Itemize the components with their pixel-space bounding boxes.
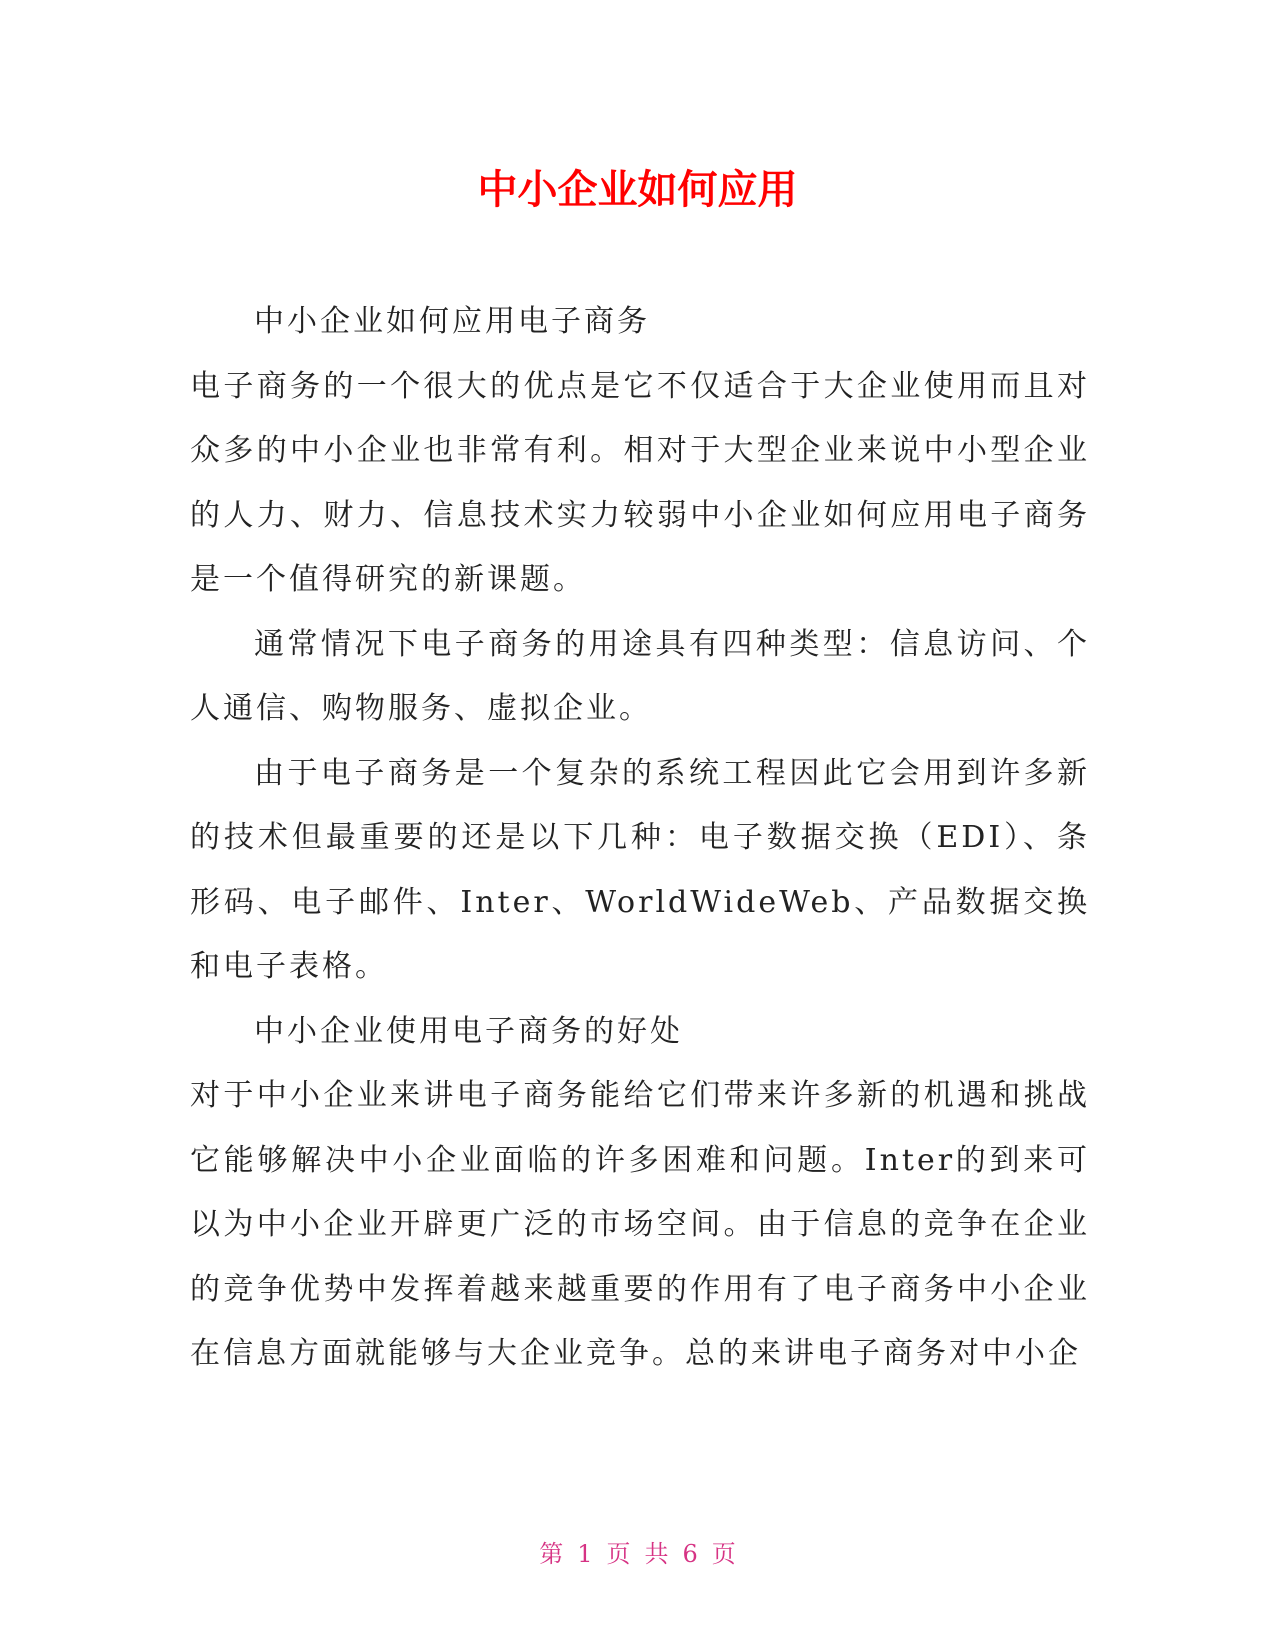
paragraph-subheading: 中小企业如何应用电子商务 [254,304,650,339]
paragraph: 电子商务的一个很大的优点是它不仅适合于大企业使用而且对众多的中小企业也非常有利。相对于大型企业来说中小型企业的人力、财力、信息技术实力较弱中小企业如何应用电子商务是一个值得研究的新课题。 [190,368,1090,597]
footer-prefix: 第 [539,1540,564,1568]
paragraph-subheading: 中小企业使用电子商务的好处 [254,1013,683,1049]
footer-total-pages: 6 [682,1540,698,1568]
paragraph: 由于电子商务是一个复杂的系统工程因此它会用到许多新的技术但最重要的还是以下几种：电子数据交换（EDI）、条形码、电子邮件、Inter、WorldWideWeb、产品数据交换和电子表格。 [190,755,1090,984]
footer-page-label: 页 [606,1540,631,1568]
footer-current-page: 1 [577,1540,593,1568]
document-body [190,290,1090,1387]
paragraph: 通常情况下电子商务的用途具有四种类型：信息访问、个人通信、购物服务、虚拟企业。 [190,626,1090,726]
paragraph: 对于中小企业来讲电子商务能给它们带来许多新的机遇和挑战它能够解决中小企业面临的许多困难和问题。Inter的到来可以为中小企业开辟更广泛的市场空间。由于信息的竞争在企业的竞争优势中发挥着越来越重要的作用有了电子商务中小企业在信息方面就能够与大企业竞争。总的来讲电子商务对中小企 [190,1078,1090,1371]
footer-total-label: 页 [711,1540,736,1568]
footer-total-prefix: 共 [644,1540,669,1568]
document-title: 中小企业如何应用 [477,167,798,213]
page-footer [0,1538,1275,1570]
